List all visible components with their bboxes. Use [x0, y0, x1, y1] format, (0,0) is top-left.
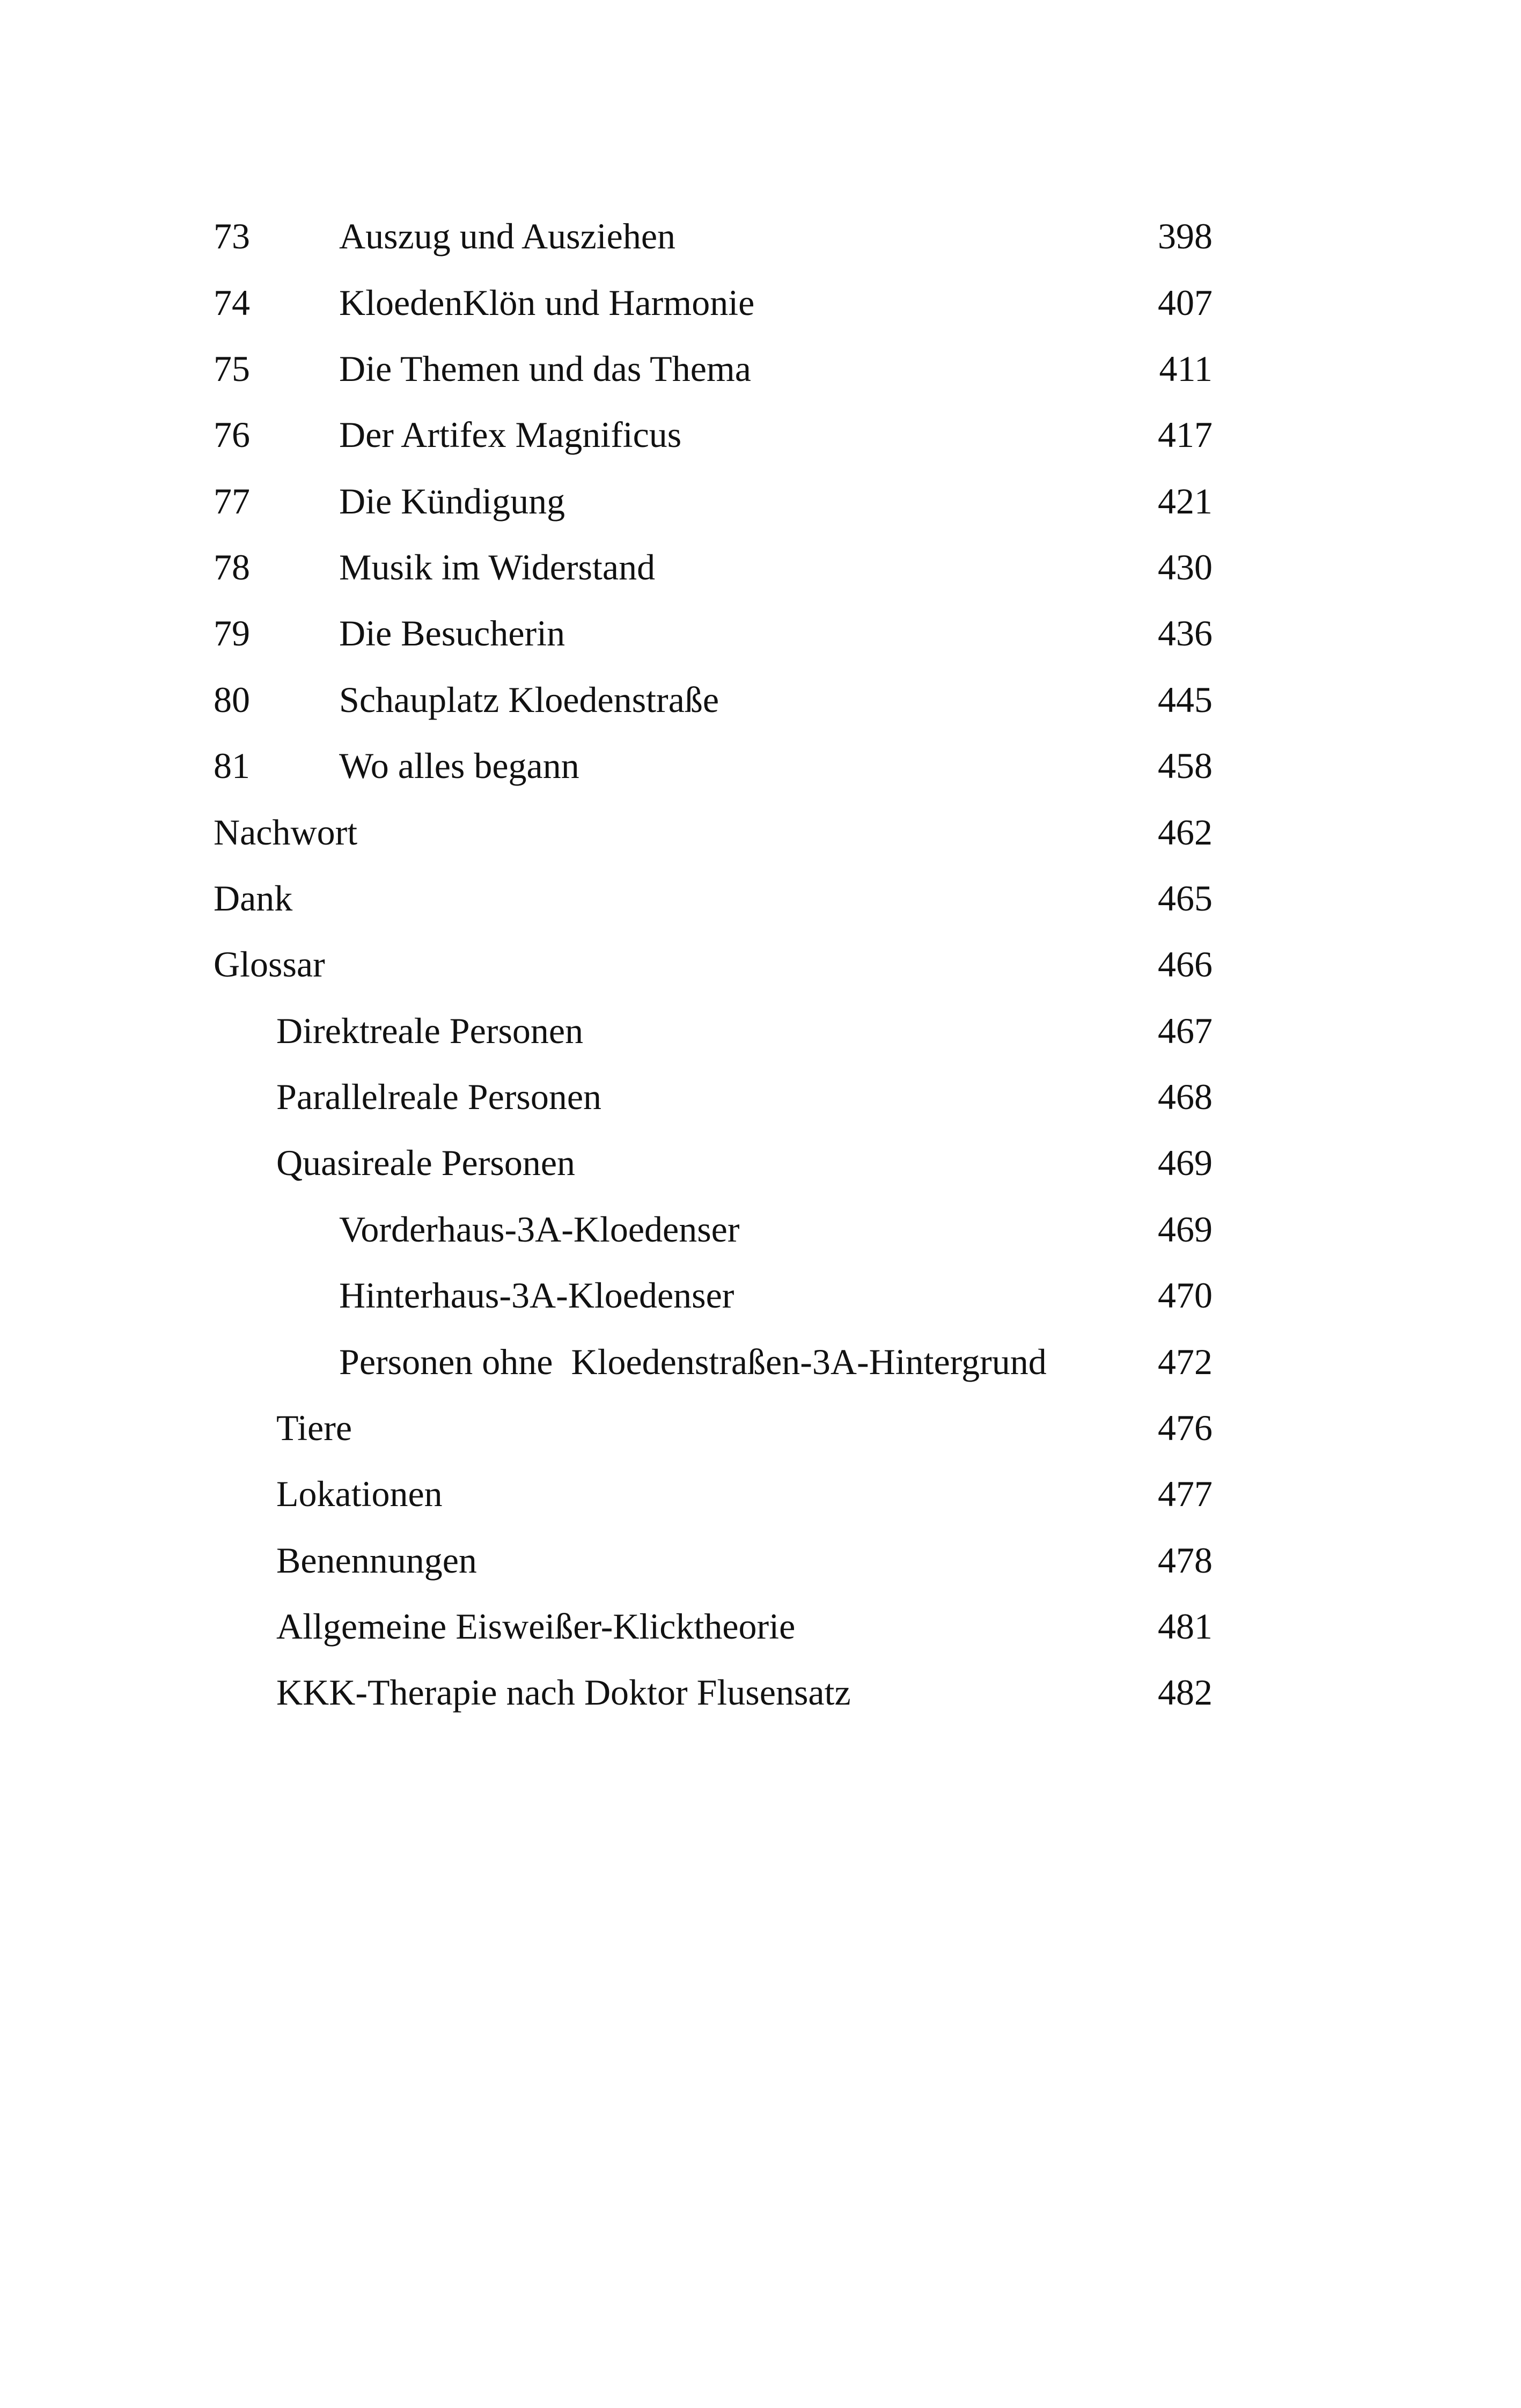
chapter-title: KloedenKlön und Harmonie [339, 282, 755, 323]
toc-entry-kkk-therapie [0, 1659, 1521, 1726]
page-number: 476 [1158, 1407, 1213, 1448]
page-number: 478 [1158, 1540, 1213, 1581]
toc-entry-glossar [0, 931, 1521, 997]
entry-title: Hinterhaus-3A-Kloedenser [339, 1275, 734, 1316]
toc-entry-chapter-77 [0, 468, 1521, 534]
page-number: 411 [1159, 348, 1213, 389]
toc-entry-chapter-75 [0, 335, 1521, 402]
page-number: 470 [1158, 1275, 1213, 1316]
page-number: 430 [1158, 547, 1213, 588]
chapter-title: Wo alles begann [339, 745, 579, 786]
chapter-number: 81 [214, 745, 250, 786]
entry-title: Lokationen [276, 1473, 443, 1514]
chapter-number: 75 [214, 348, 250, 389]
toc-entry-vorderhaus [0, 1196, 1521, 1262]
chapter-title: Der Artifex Magnificus [339, 414, 682, 455]
entry-title: KKK-Therapie nach Doktor Flusensatz [276, 1672, 851, 1713]
entry-title: Vorderhaus-3A-Kloedenser [339, 1209, 740, 1250]
page-number: 469 [1158, 1142, 1213, 1183]
chapter-title: Die Themen und das Thema [339, 348, 751, 389]
page-number: 465 [1158, 878, 1213, 919]
page-number: 469 [1158, 1209, 1213, 1250]
page-number: 481 [1158, 1606, 1213, 1647]
page-number: 445 [1158, 679, 1213, 720]
toc-entry-chapter-79 [0, 600, 1521, 666]
toc-entry-parallelreale-personen [0, 1063, 1521, 1130]
entry-title: Direktreale Personen [276, 1010, 584, 1051]
page-number: 467 [1158, 1010, 1213, 1051]
toc-entry-dank [0, 865, 1521, 931]
page-number: 462 [1158, 812, 1213, 853]
toc-entry-hinterhaus [0, 1262, 1521, 1328]
toc-entry-chapter-81 [0, 732, 1521, 799]
toc-entry-klicktheorie [0, 1593, 1521, 1660]
entry-title: Allgemeine Eisweißer-Klicktheorie [276, 1606, 796, 1647]
toc-entry-chapter-73 [0, 203, 1521, 269]
page-number: 472 [1158, 1341, 1213, 1382]
toc-entry-chapter-74 [0, 269, 1521, 336]
page-number: 477 [1158, 1473, 1213, 1514]
chapter-number: 77 [214, 481, 250, 522]
page-number: 458 [1158, 745, 1213, 786]
chapter-title: Auszug und Ausziehen [339, 216, 676, 256]
chapter-number: 76 [214, 414, 250, 455]
entry-title: Personen ohne Kloedenstraßen-3A-Hintergrund [339, 1341, 1047, 1382]
entry-title: Tiere [276, 1407, 352, 1448]
entry-title: Dank [214, 878, 293, 919]
toc-entry-nachwort [0, 799, 1521, 865]
toc-entry-personen-ohne-hintergrund [0, 1328, 1521, 1395]
toc-entry-tiere [0, 1394, 1521, 1461]
chapter-number: 73 [214, 216, 250, 256]
chapter-title: Die Besucherin [339, 613, 565, 654]
entry-title: Benennungen [276, 1540, 477, 1581]
page-number: 436 [1158, 613, 1213, 654]
chapter-number: 79 [214, 613, 250, 654]
toc-entry-chapter-78 [0, 534, 1521, 600]
chapter-number: 80 [214, 679, 250, 720]
entry-title: Parallelreale Personen [276, 1076, 602, 1117]
entry-title: Quasireale Personen [276, 1142, 576, 1183]
chapter-title: Musik im Widerstand [339, 547, 656, 588]
toc-entry-chapter-76 [0, 401, 1521, 468]
chapter-title: Schauplatz Kloedenstraße [339, 679, 719, 720]
page-number: 468 [1158, 1076, 1213, 1117]
page-number: 421 [1158, 481, 1213, 522]
page-number: 466 [1158, 944, 1213, 985]
toc-entry-chapter-80 [0, 666, 1521, 733]
entry-title: Glossar [214, 944, 325, 985]
toc-entry-lokationen [0, 1460, 1521, 1527]
toc-entry-quasireale-personen [0, 1129, 1521, 1196]
page-number: 482 [1158, 1672, 1213, 1713]
page-number: 417 [1158, 414, 1213, 455]
page-number: 407 [1158, 282, 1213, 323]
toc-entry-direktreale-personen [0, 997, 1521, 1064]
chapter-number: 74 [214, 282, 250, 323]
page-number: 398 [1158, 216, 1213, 256]
entry-title: Nachwort [214, 812, 358, 853]
chapter-title: Die Kündigung [339, 481, 565, 522]
chapter-number: 78 [214, 547, 250, 588]
toc-entry-benennungen [0, 1527, 1521, 1594]
